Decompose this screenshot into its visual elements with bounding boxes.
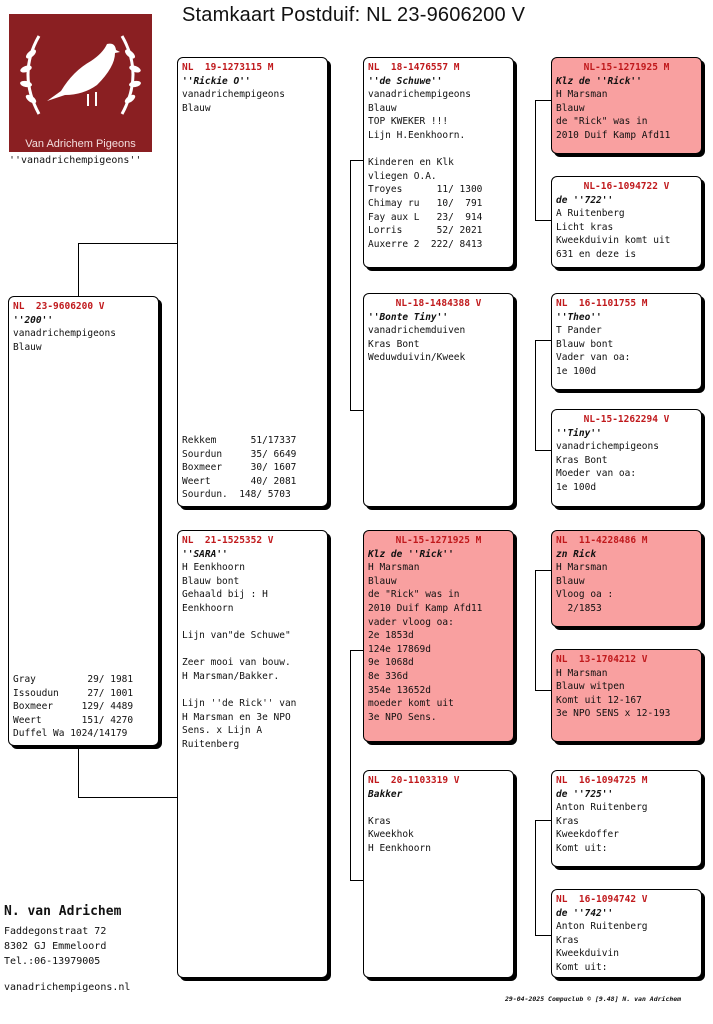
- pigeon-info-line: Blauw: [368, 575, 397, 587]
- pigeon-info-line: H Eenkhoorn: [182, 562, 245, 574]
- pigeon-info-line: vader vloog oa:: [368, 616, 454, 628]
- pigeon-card-great-grandparent-4[interactable]: [551, 409, 702, 507]
- connector-line: [535, 935, 551, 936]
- connector-line: [535, 570, 551, 571]
- pigeon-card-grandparent-1[interactable]: [363, 57, 514, 268]
- pigeon-info-line: Komt uit:: [556, 842, 608, 854]
- connector-line: [78, 243, 178, 244]
- pigeon-info-line: vanadrichemduiven: [368, 325, 466, 337]
- pigeon-name: de ''725'': [556, 788, 614, 800]
- logo: [9, 14, 152, 152]
- connector-line: [535, 340, 536, 450]
- address-line: 8302 GJ Emmeloord: [4, 941, 107, 952]
- pigeon-info-line: H Marsman: [368, 562, 420, 574]
- pigeon-info-line: 2010 Duif Kamp Afd11: [368, 602, 483, 614]
- connector-line: [350, 160, 351, 410]
- ring-number: NL-16-1094722 V: [583, 181, 670, 192]
- ring-number: NL 20-1103319 V: [368, 775, 460, 786]
- pigeon-info-line: Kras Bont: [556, 454, 608, 466]
- pigeon-info-line: Eenkhoorn: [182, 602, 234, 614]
- pigeon-info-line: Anton Ruitenberg: [556, 802, 648, 814]
- pigeon-info-line: 1e 100d: [556, 365, 597, 377]
- pigeon-info-line: Chimay ru 10/ 791: [368, 197, 483, 209]
- pigeon-name: ''Tiny'': [556, 427, 602, 439]
- page-title: Stamkaart Postduif: NL 23-9606200 V: [182, 4, 526, 26]
- pigeon-info-line: H Marsman: [556, 89, 608, 101]
- pigeon-info-line: de "Rick" was in: [368, 589, 460, 601]
- race-result-line: Gray 29/ 1981: [13, 674, 134, 686]
- pigeon-info-line: Zeer mooi van bouw.: [182, 657, 291, 669]
- pigeon-info-line: vliegen O.A.: [368, 170, 437, 182]
- pigeon-info-line: Moeder van oa:: [556, 468, 637, 480]
- breeder-address: [4, 924, 106, 969]
- pigeon-info-line: Kinderen en Klk: [368, 157, 454, 169]
- pigeon-name: Klz de ''Rick'': [368, 548, 454, 560]
- pigeon-info-line: Auxerre 2 222/ 8413: [368, 238, 483, 250]
- pigeon-info-line: 8e 336d: [368, 670, 409, 682]
- pigeon-info-line: Blauw: [182, 102, 211, 114]
- pigeon-info-line: de "Rick" was in: [556, 116, 648, 128]
- connector-line: [350, 410, 363, 411]
- pigeon-info-line: 3e NPO SENS x 12-193: [556, 708, 671, 720]
- address-phone: Tel.:06-13979005: [4, 956, 101, 967]
- connector-line: [350, 650, 351, 880]
- connector-line: [535, 100, 536, 220]
- pigeon-info-line: moeder komt uit: [368, 698, 454, 710]
- pigeon-info-line: [182, 643, 323, 657]
- pigeon-info-line: 2/1853: [556, 602, 602, 614]
- pigeon-card-great-grandparent-8[interactable]: [551, 889, 702, 978]
- pigeon-info-line: H Marsman: [556, 667, 608, 679]
- ring-number: NL 21-1525352 V: [182, 535, 274, 546]
- race-result-line: Weert 40/ 2081: [182, 475, 297, 487]
- pigeon-info-line: Komt uit 12-167: [556, 694, 642, 706]
- pigeon-info-line: H Marsman: [556, 562, 608, 574]
- pigeon-info-line: Vloog oa :: [556, 589, 614, 601]
- pigeon-name: ''200'': [13, 314, 54, 326]
- race-result-line: Boxmeer 129/ 4489: [13, 701, 134, 713]
- ring-number: NL 23-9606200 V: [13, 301, 105, 312]
- pigeon-name: ''Rickie O'': [182, 75, 251, 87]
- pigeon-info-line: H Eenkhoorn: [368, 842, 431, 854]
- print-meta: 29-04-2025 Compuclub © [9.48] N. van Adrichem: [505, 995, 682, 1003]
- pigeon-info-line: vanadrichempigeons: [13, 328, 116, 340]
- pigeon-name: zn Rick: [556, 548, 597, 560]
- pigeon-info-line: [368, 143, 509, 157]
- ring-number: NL-15-1271925 M: [395, 535, 482, 546]
- race-result-line: Boxmeer 30/ 1607: [182, 462, 297, 474]
- address-line: Faddegonstraat 72: [4, 926, 107, 937]
- pigeon-info-line: Blauw witpen: [556, 681, 625, 693]
- connector-line: [78, 748, 79, 798]
- pigeon-info-line: vanadrichempigeons: [182, 89, 285, 101]
- connector-line: [535, 340, 551, 341]
- pigeon-card-great-grandparent-2[interactable]: [551, 176, 702, 268]
- connector-line: [535, 820, 536, 935]
- pigeon-card-sire[interactable]: [177, 57, 328, 507]
- race-result-line: Weert 151/ 4270: [13, 714, 134, 726]
- pigeon-card-grandparent-4[interactable]: [363, 770, 514, 978]
- pigeon-info-line: TOP KWEKER !!!: [368, 116, 449, 128]
- pigeon-info-line: 9e 1068d: [368, 657, 414, 669]
- connector-line: [535, 570, 536, 690]
- website-link[interactable]: vanadrichempigeons.nl: [4, 982, 131, 993]
- pigeon-info-line: 2010 Duif Kamp Afd11: [556, 129, 671, 141]
- ring-number: NL-15-1271925 M: [583, 62, 670, 73]
- pigeon-info-line: Lijn ''de Rick'' van: [182, 698, 297, 710]
- logo-text: Van Adrichem Pigeons: [25, 138, 136, 150]
- pigeon-info-line: Licht kras: [556, 221, 614, 233]
- connector-line: [350, 650, 363, 651]
- pigeon-info-line: Komt uit:: [556, 961, 608, 973]
- pigeon-info-line: Anton Ruitenberg: [556, 921, 648, 933]
- pigeon-wreath-icon: [9, 14, 152, 136]
- pigeon-info-line: Gehaald bij : H: [182, 589, 268, 601]
- ring-number: NL-15-1262294 V: [583, 414, 670, 425]
- pigeon-info-line: Kras: [556, 815, 579, 827]
- pigeon-info-line: Lijn H.Eenkhoorn.: [368, 129, 466, 141]
- race-result-line: Sourdun. 148/ 5703: [182, 489, 291, 501]
- connector-line: [350, 880, 363, 881]
- pigeon-name: ''de Schuwe'': [368, 75, 443, 87]
- logo-caption: ''vanadrichempigeons'': [9, 155, 142, 166]
- connector-line: [78, 243, 79, 297]
- connector-line: [535, 690, 551, 691]
- connector-line: [350, 160, 363, 161]
- pigeon-info-line: 2e 1853d: [368, 630, 414, 642]
- pigeon-name: Klz de ''Rick'': [556, 75, 642, 87]
- ring-number: NL-18-1484388 V: [395, 298, 482, 309]
- pigeon-info-line: Blauw bont: [556, 338, 614, 350]
- pigeon-card-great-grandparent-3[interactable]: [551, 293, 702, 390]
- connector-line: [78, 797, 178, 798]
- pigeon-info-line: vanadrichempigeons: [556, 441, 659, 453]
- pigeon-info-line: Kweekduivin: [556, 948, 619, 960]
- pigeon-info-line: [182, 684, 323, 698]
- pigeon-info-line: H Marsman en 3e NPO: [182, 711, 291, 723]
- pigeon-info-line: Kweekdoffer: [556, 829, 619, 841]
- ring-number: NL 16-1094742 V: [556, 894, 648, 905]
- pigeon-info-line: Kras: [368, 815, 391, 827]
- connector-line: [535, 100, 551, 101]
- pigeon-info-line: Sens. x Lijn A: [182, 725, 263, 737]
- pigeon-info-line: Ruitenberg: [182, 738, 240, 750]
- pigeon-info-line: Lorris 52/ 2021: [368, 225, 483, 237]
- race-result-line: Issoudun 27/ 1001: [13, 687, 134, 699]
- connector-line: [535, 820, 551, 821]
- pigeon-info-line: Vader van oa:: [556, 352, 631, 364]
- race-result-line: Duffel Wa 1024/14179: [13, 728, 128, 740]
- pigeon-card-grandparent-3[interactable]: [363, 530, 514, 742]
- pigeon-info-line: A Ruitenberg: [556, 208, 625, 220]
- pigeon-info-line: 354e 13652d: [368, 684, 431, 696]
- pigeon-info-line: Kras: [556, 934, 579, 946]
- pigeon-name: de ''722'': [556, 194, 614, 206]
- ring-number: NL 13-1704212 V: [556, 654, 648, 665]
- pigeon-info-line: [182, 616, 323, 630]
- ring-number: NL 11-4228486 M: [556, 535, 648, 546]
- pigeon-info-line: 631 en deze is: [556, 248, 637, 260]
- connector-line: [535, 450, 551, 451]
- pigeon-info-line: Blauw: [556, 575, 585, 587]
- pigeon-info-line: Lijn van"de Schuwe": [182, 630, 291, 642]
- ring-number: NL 16-1094725 M: [556, 775, 648, 786]
- pigeon-info-line: 124e 17869d: [368, 643, 431, 655]
- pigeon-info-line: Blauw bont: [182, 575, 240, 587]
- pigeon-info-line: vanadrichempigeons: [368, 89, 471, 101]
- pigeon-card-great-grandparent-1[interactable]: [551, 57, 702, 154]
- pigeon-name: ''Theo'': [556, 311, 602, 323]
- pigeon-name: Bakker: [368, 788, 403, 800]
- pigeon-info-line: Blauw: [556, 102, 585, 114]
- pigeon-card-subject[interactable]: [8, 296, 159, 746]
- pigeon-info-line: [368, 801, 509, 815]
- pigeon-info-line: Weduwduivin/Kweek: [368, 352, 466, 364]
- pigeon-info-line: Kweekhok: [368, 829, 414, 841]
- ring-number: NL 19-1273115 M: [182, 62, 274, 73]
- pigeon-info-line: Blauw: [368, 102, 397, 114]
- pigeon-info-line: H Marsman/Bakker.: [182, 670, 280, 682]
- pigeon-info-line: 1e 100d: [556, 481, 597, 493]
- connector-line: [535, 220, 551, 221]
- ring-number: NL 18-1476557 M: [368, 62, 460, 73]
- race-result-line: Rekkem 51/17337: [182, 435, 297, 447]
- pigeon-card-great-grandparent-5[interactable]: [551, 530, 702, 627]
- pigeon-info-line: Troyes 11/ 1300: [368, 184, 483, 196]
- pigeon-name: ''SARA'': [182, 548, 228, 560]
- pigeon-info-line: Blauw: [13, 341, 42, 353]
- pigeon-info-line: Kras Bont: [368, 338, 420, 350]
- pigeon-name: de ''742'': [556, 907, 614, 919]
- pigeon-info-line: 3e NPO Sens.: [368, 711, 437, 723]
- pigeon-card-great-grandparent-7[interactable]: [551, 770, 702, 867]
- pigeon-info-line: Fay aux L 23/ 914: [368, 211, 483, 223]
- pigeon-name: ''Bonte Tiny'': [368, 311, 449, 323]
- pigeon-info-line: T Pander: [556, 325, 602, 337]
- pigeon-info-line: Kweekduivin komt uit: [556, 235, 671, 247]
- pigeon-card-great-grandparent-6[interactable]: [551, 649, 702, 742]
- pigeon-card-grandparent-2[interactable]: [363, 293, 514, 507]
- pigeon-card-dam[interactable]: [177, 530, 328, 978]
- breeder-name: N. van Adrichem: [4, 904, 122, 919]
- ring-number: NL 16-1101755 M: [556, 298, 648, 309]
- race-result-line: Sourdun 35/ 6649: [182, 448, 297, 460]
